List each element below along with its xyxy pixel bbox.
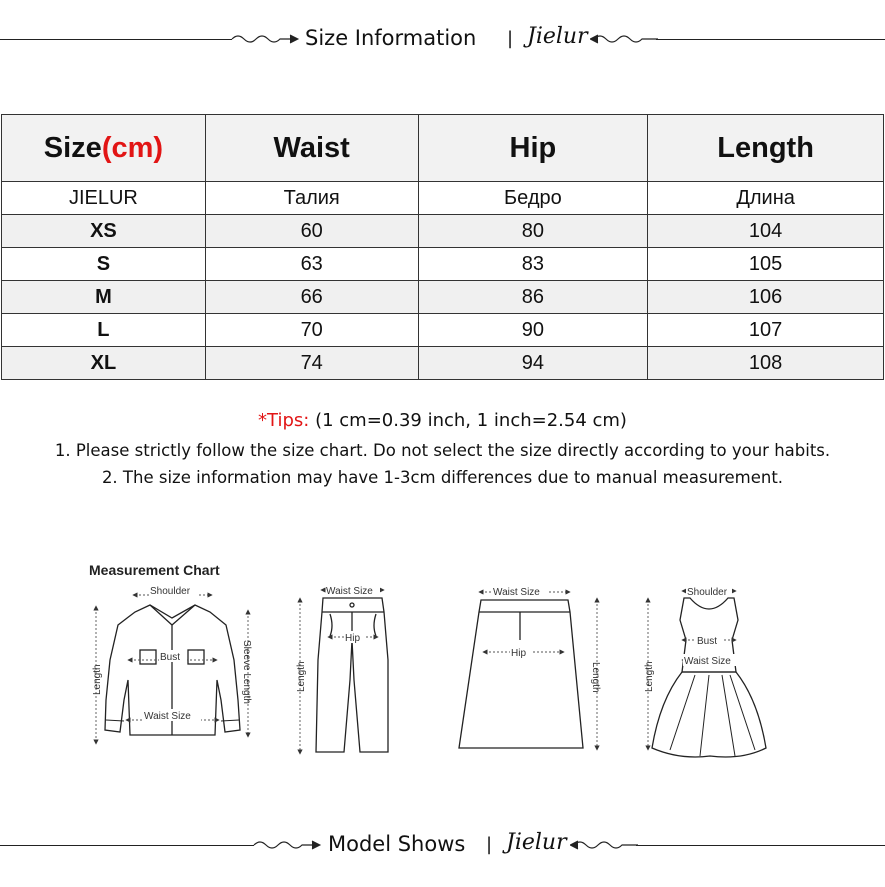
- skirt-diagram: [459, 600, 583, 748]
- model-shows-divider: [0, 826, 885, 866]
- table-row: [2, 314, 884, 347]
- hip-subheader: Бедро: [418, 182, 648, 215]
- section-title: Model Shows: [328, 832, 466, 856]
- tips-line: [0, 410, 885, 431]
- divider-line-left: [0, 39, 232, 40]
- flourish-right-icon: [590, 31, 660, 47]
- dress-length-label: Length: [644, 661, 655, 692]
- hip-cell: 86: [418, 281, 648, 314]
- unit-label: (cm): [101, 131, 164, 164]
- size-cell: M: [2, 281, 206, 314]
- table-row: [2, 347, 884, 380]
- length-subheader: Длина: [648, 182, 884, 215]
- shirt-waist-label: Waist Size: [144, 711, 191, 722]
- hip-header: Hip: [418, 115, 648, 182]
- pants-dimension-lines: [300, 590, 382, 752]
- title-separator: |: [507, 28, 514, 49]
- size-header: Size(cm): [2, 115, 206, 182]
- size-cell: L: [2, 314, 206, 347]
- shirt-shoulder-label: Shoulder: [150, 586, 191, 597]
- title-separator: |: [486, 834, 493, 855]
- table-row: [2, 281, 884, 314]
- note-2: 2. The size information may have 1-3cm differences due to manual measurement.: [101, 468, 784, 487]
- flourish-right-icon: [570, 837, 640, 853]
- conversion-text: (1 cm=0.39 inch, 1 inch=2.54 cm): [309, 410, 627, 431]
- flourish-left-icon: [252, 837, 322, 853]
- skirt-dimension-lines: [481, 592, 597, 748]
- divider-line-right: [656, 39, 885, 40]
- length-cell: 105: [648, 248, 884, 281]
- hip-cell: 94: [418, 347, 648, 380]
- length-cell: 104: [648, 215, 884, 248]
- brand-name: Jielur: [506, 830, 567, 855]
- size-table: [1, 114, 884, 380]
- tips-label: *Tips:: [258, 410, 310, 431]
- table-subheader-row: [2, 182, 884, 215]
- pants-waist-label: Waist Size: [326, 586, 373, 597]
- dress-diagram: [652, 598, 766, 757]
- dress-bust-label: Bust: [697, 636, 718, 647]
- length-cell: 106: [648, 281, 884, 314]
- flourish-left-icon: [230, 31, 300, 47]
- size-information-divider: [0, 20, 885, 60]
- hip-cell: 83: [418, 248, 648, 281]
- table-row: [2, 248, 884, 281]
- hip-cell: 90: [418, 314, 648, 347]
- brand-name: Jielur: [527, 24, 588, 49]
- waist-cell: 70: [205, 314, 418, 347]
- length-cell: 108: [648, 347, 884, 380]
- hip-cell: 80: [418, 215, 648, 248]
- length-cell: 107: [648, 314, 884, 347]
- waist-cell: 60: [205, 215, 418, 248]
- measurement-chart: [78, 555, 778, 765]
- waist-cell: 63: [205, 248, 418, 281]
- waist-subheader: Талия: [205, 182, 418, 215]
- shirt-length-label: Length: [92, 664, 103, 695]
- section-title: Size Information: [305, 26, 477, 50]
- dress-waist-label: Waist Size: [684, 656, 731, 667]
- waist-cell: 66: [205, 281, 418, 314]
- waist-header: Waist: [205, 115, 418, 182]
- length-header: Length: [648, 115, 884, 182]
- divider-line-left: [0, 845, 254, 846]
- pants-hip-label: Hip: [345, 633, 361, 644]
- dress-dimension-lines: [648, 591, 734, 748]
- measurement-chart-title: Measurement Chart: [89, 562, 220, 578]
- skirt-hip-label: Hip: [511, 648, 527, 659]
- dress-shoulder-label: Shoulder: [687, 587, 728, 598]
- size-cell: XS: [2, 215, 206, 248]
- shirt-bust-label: Bust: [160, 652, 181, 663]
- table-header-row: [2, 115, 884, 182]
- size-cell: S: [2, 248, 206, 281]
- size-cell: XL: [2, 347, 206, 380]
- brand-subheader: JIELUR: [2, 182, 206, 215]
- pants-diagram: [316, 598, 388, 752]
- skirt-waist-label: Waist Size: [493, 587, 540, 598]
- note-1: 1. Please strictly follow the size chart. Do not select the size directly according to your habits.: [54, 441, 831, 460]
- table-row: [2, 215, 884, 248]
- pants-length-label: Length: [296, 661, 307, 692]
- skirt-length-label: Length: [590, 662, 601, 693]
- divider-line-right: [636, 845, 885, 846]
- waist-cell: 74: [205, 347, 418, 380]
- shirt-sleeve-label: Sleeve Length: [241, 640, 252, 704]
